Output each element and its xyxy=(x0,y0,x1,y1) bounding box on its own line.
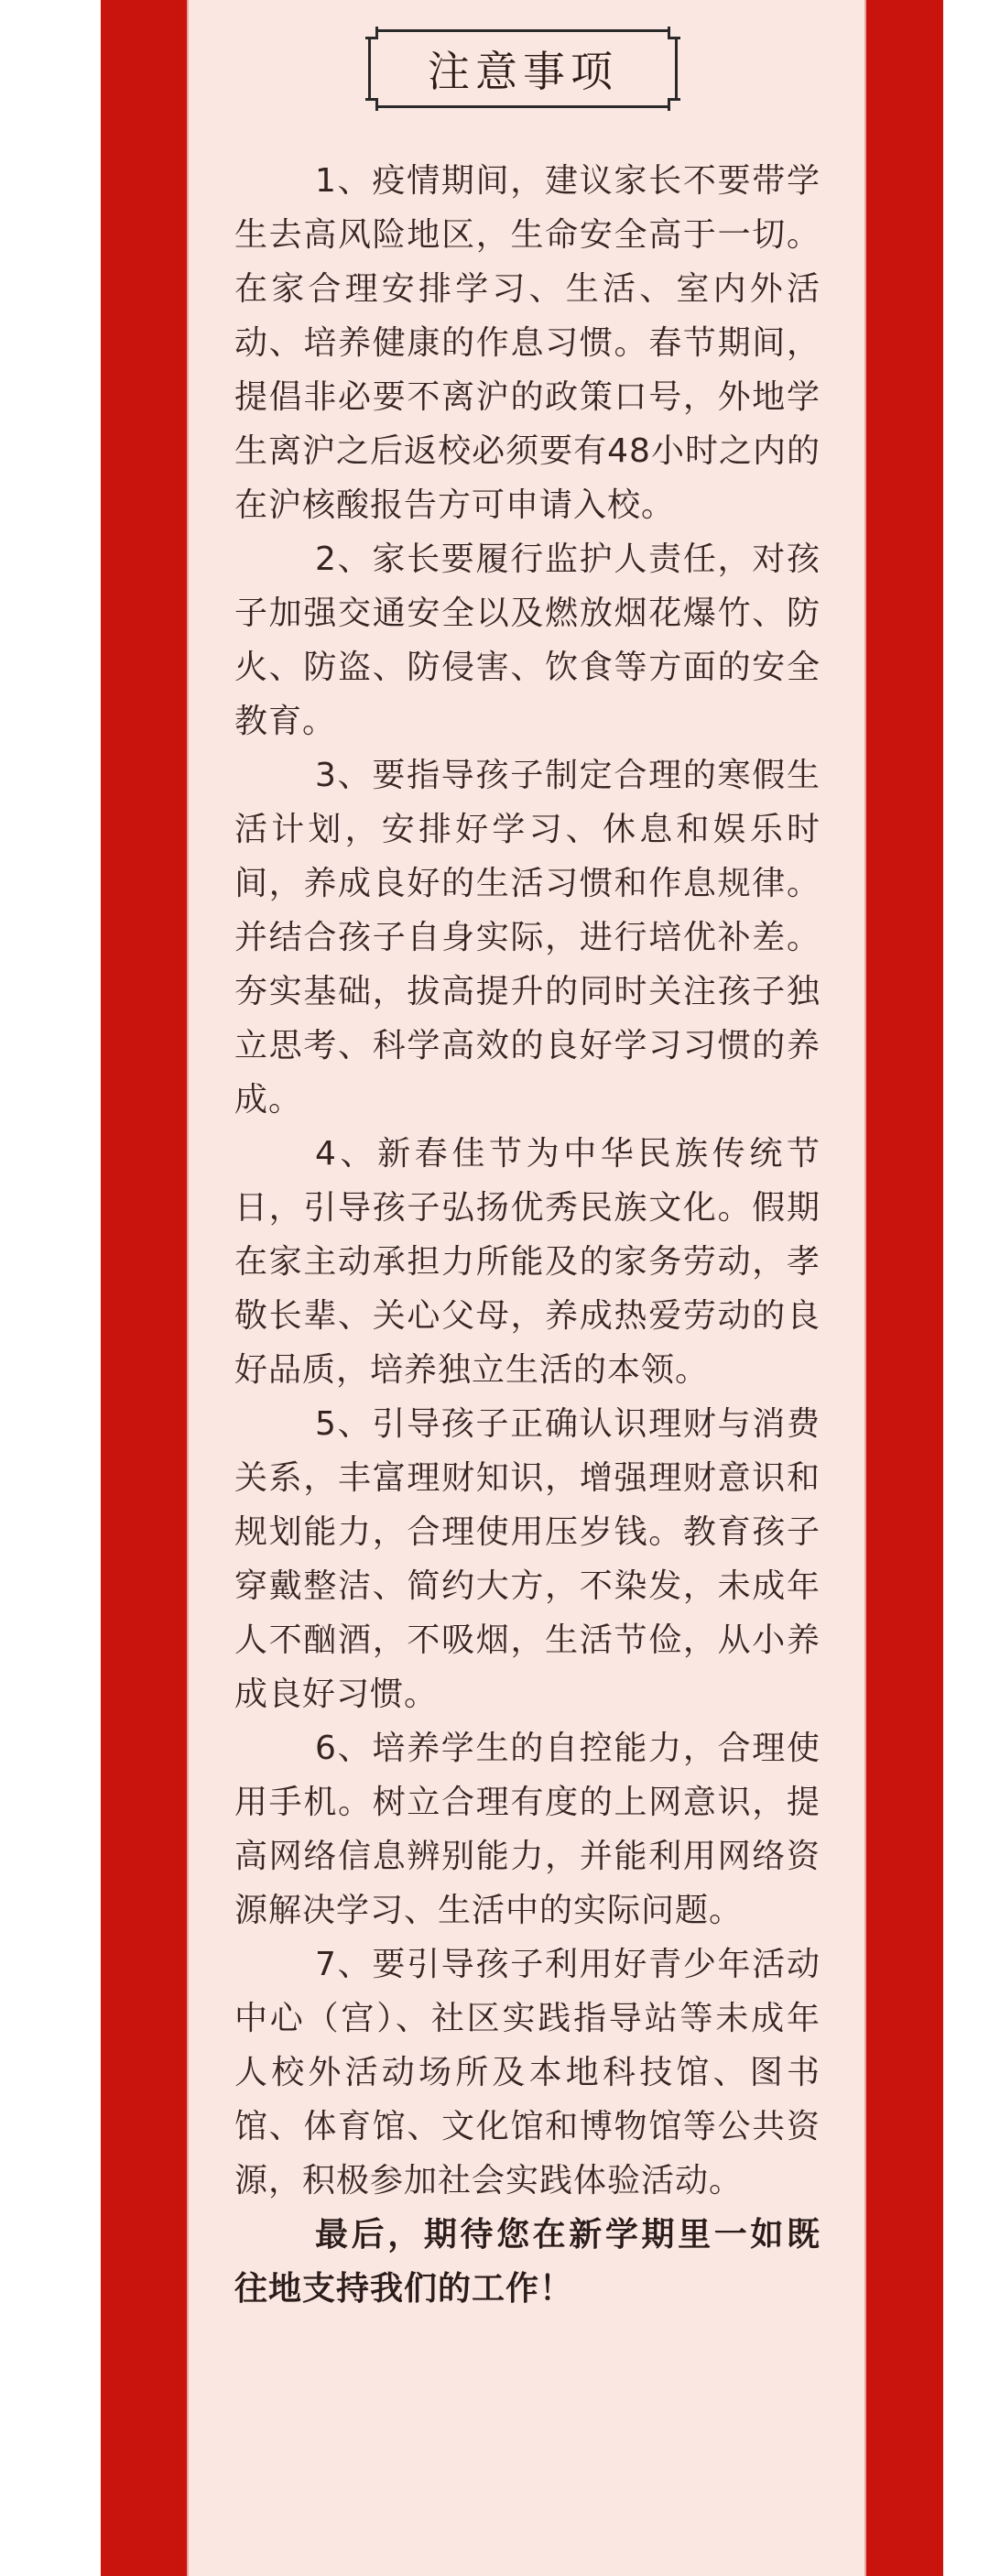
left-red-border xyxy=(101,0,189,2576)
notice-item-1: 1、疫情期间，建议家长不要带学生去高风险地区，生命安全高于一切。在家合理安排学习、生活、室内外活动、培养健康的作息习惯。春节期间，提倡非必要不离沪的政策口号，外地学生离沪之后返校必须要有48小时之内的在沪核酸报告方可申请入校。 xyxy=(234,162,821,524)
notice-item-6: 6、培养学生的自控能力，合理使用手机。树立合理有度的上网意识，提高网络信息辨别能力，并能利用网络资源解决学习、生活中的实际问题。 xyxy=(234,1730,821,1929)
notice-item-5: 5、引导孩子正确认识理财与消费关系，丰富理财知识，增强理财意识和规划能力，合理使用压岁钱。教育孩子穿戴整洁、简约大方，不染发，未成年人不酗酒，不吸烟，生活节俭，从小养成良好习惯。 xyxy=(234,1405,821,1713)
notice-body xyxy=(234,154,821,2316)
panel-left-edge xyxy=(187,0,189,2576)
notice-item-3: 3、要指导孩子制定合理的寒假生活计划，安排好学习、休息和娱乐时间，养成良好的生活习惯和作息规律。并结合孩子自身实际，进行培优补差。夯实基础，拔高提升的同时关注孩子独立思考、科学高效的良好学习习惯的养成。 xyxy=(234,757,821,1119)
notice-item-7: 7、要引导孩子利用好青少年活动中心（宫）、社区实践指导站等未成年人校外活动场所及本地科技馆、图书馆、体育馆、文化馆和博物馆等公共资源，积极参加社会实践体验活动。 xyxy=(234,1946,821,2199)
closing-remark: 最后，期待您在新学期里一如既往地支持我们的工作！ xyxy=(234,2216,821,2308)
title-frame xyxy=(368,29,678,108)
notice-item-4: 4、新春佳节为中华民族传统节日，引导孩子弘扬优秀民族文化。假期在家主动承担力所能及的家务劳动，孝敬长辈、关心父母，养成热爱劳动的良好品质，培养独立生活的本领。 xyxy=(234,1135,821,1389)
page-title: 注意事项 xyxy=(428,47,618,96)
panel-right-edge xyxy=(864,0,866,2576)
notice-item-2: 2、家长要履行监护人责任，对孩子加强交通安全以及燃放烟花爆竹、防火、防盗、防侵害、饮食等方面的安全教育。 xyxy=(234,540,821,740)
right-red-border xyxy=(866,0,943,2576)
